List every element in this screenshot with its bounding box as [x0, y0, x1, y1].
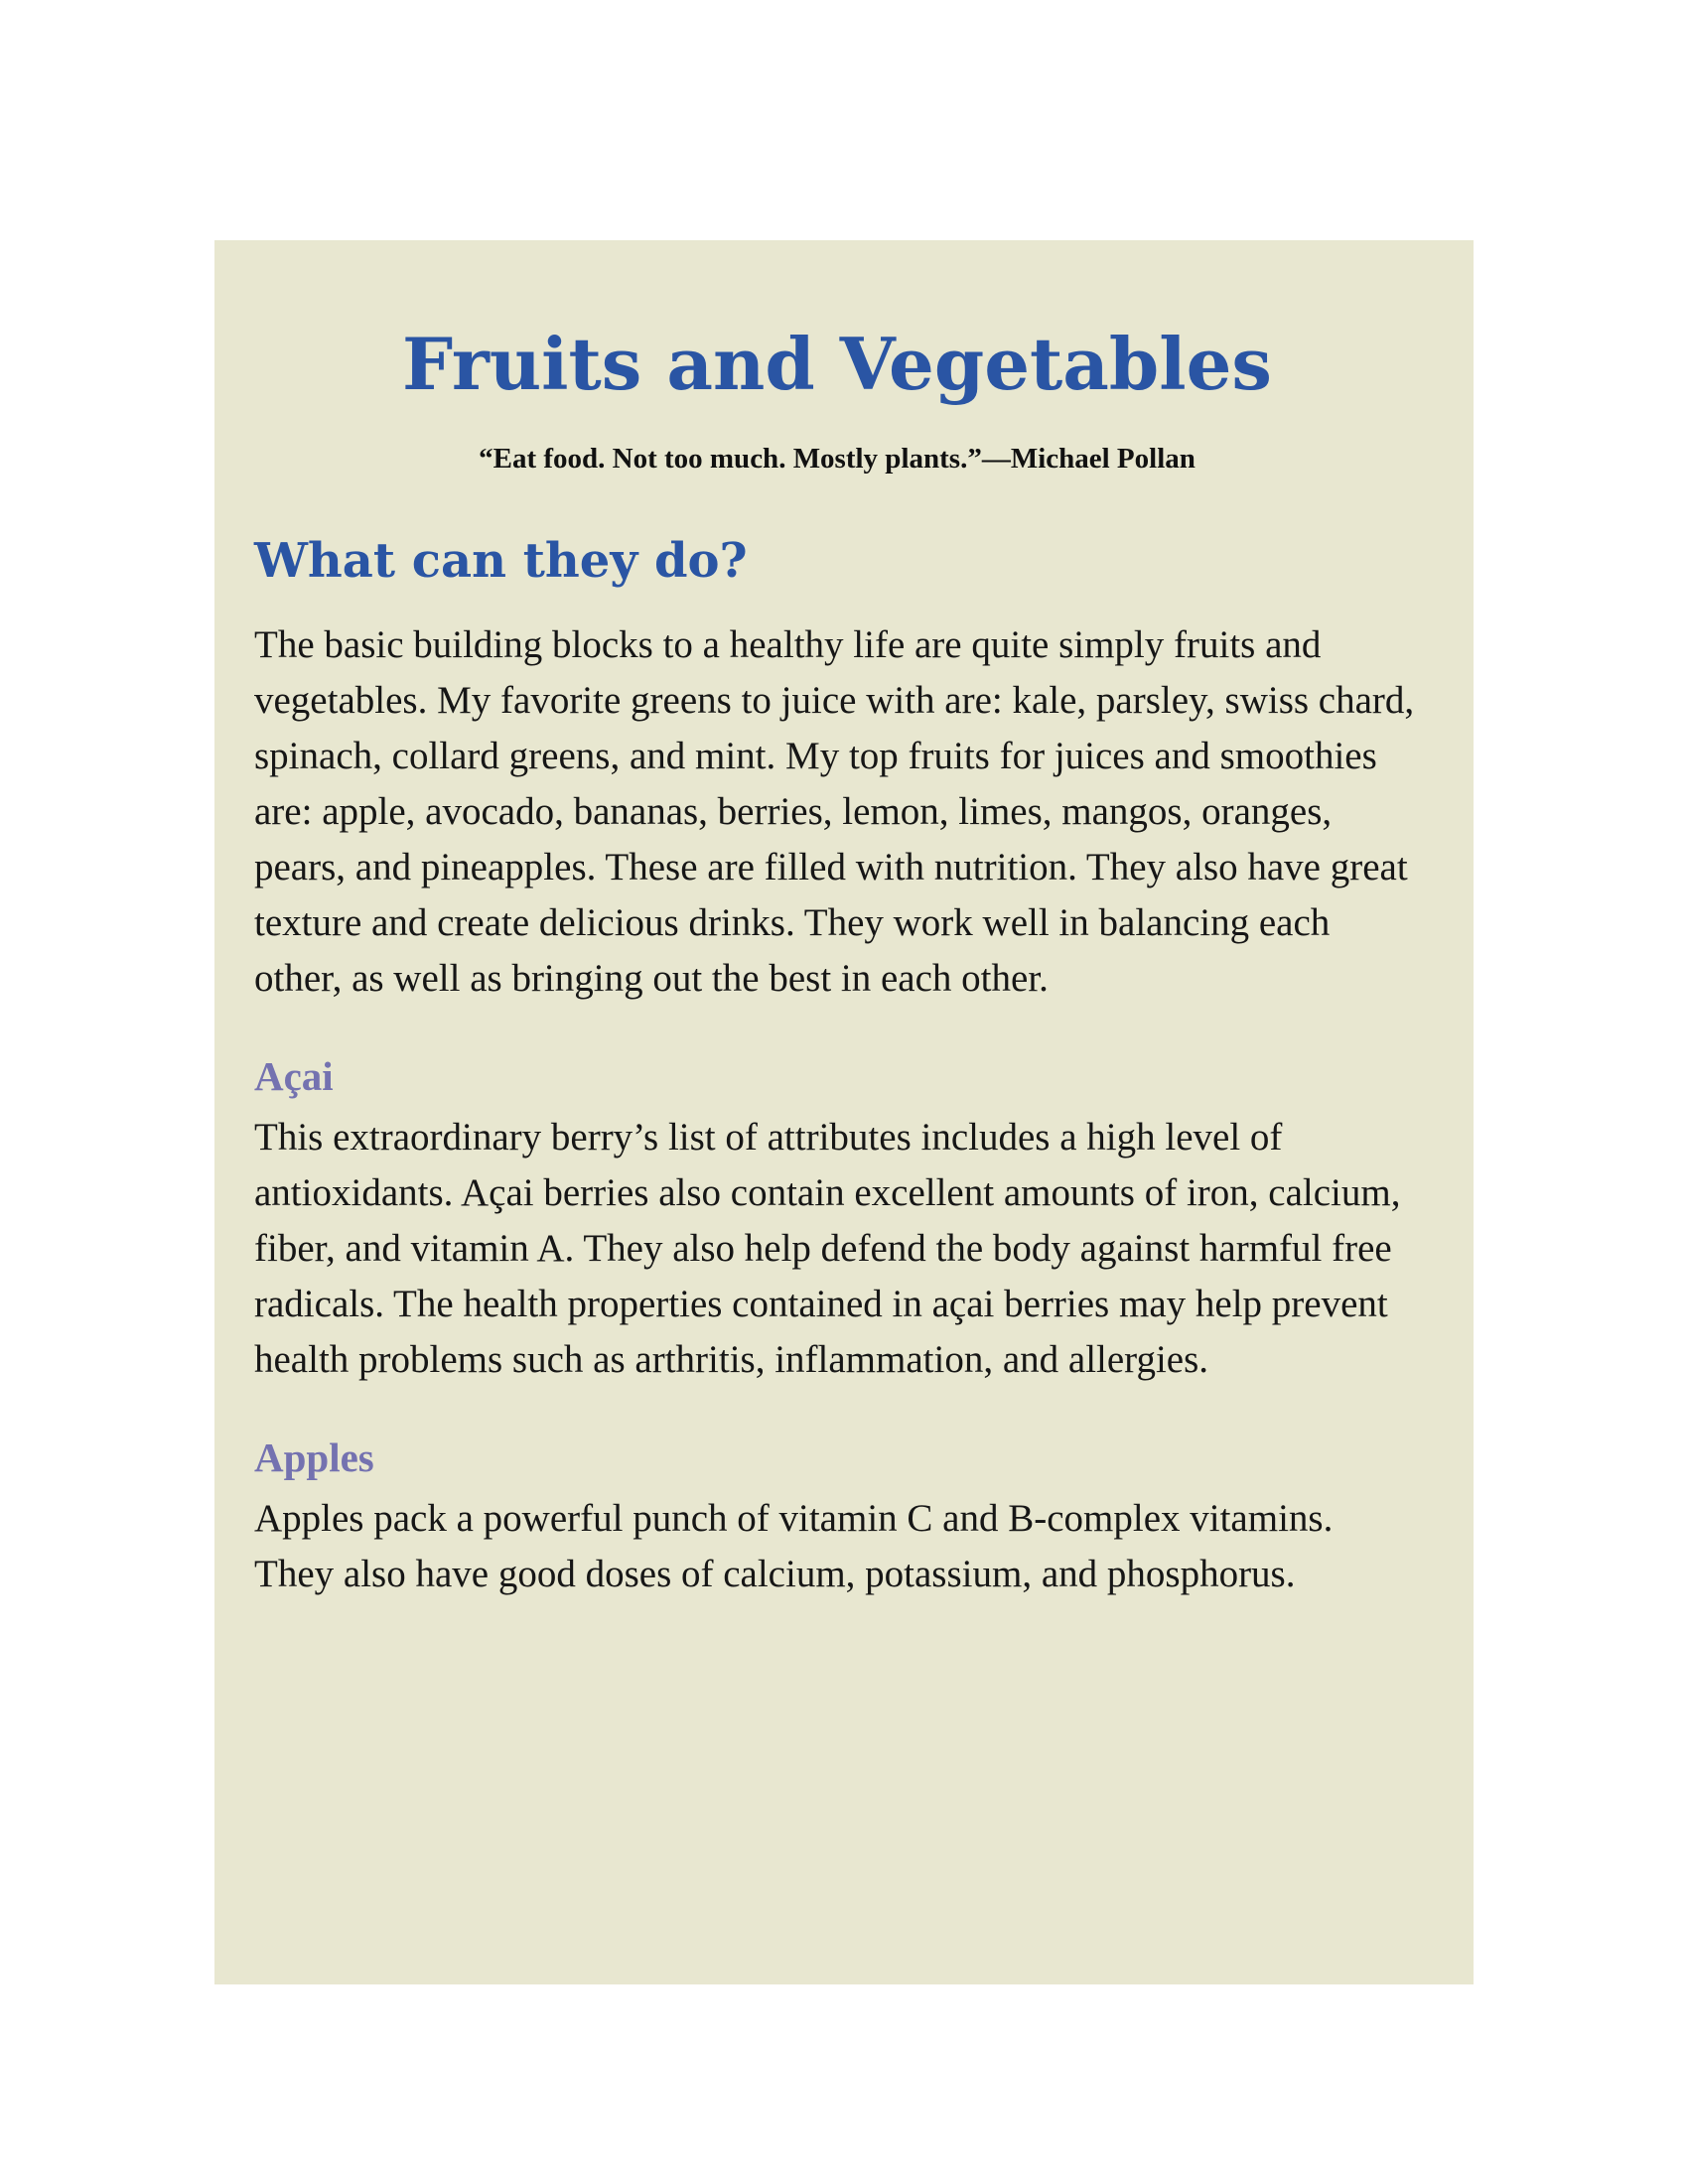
page-title: Fruits and Vegetables: [402, 322, 1272, 406]
item-heading-acai: Açai: [254, 1053, 334, 1099]
epigraph-quote: “Eat food. Not too much. Mostly plants.”—Michael Pollan: [479, 443, 1196, 475]
item-text-acai: This extraordinary berry’s list of attributes includes a high level of antioxidants. Açai berries also contain excellent amounts of iron, calcium, fiber, and vitamin A. They also help defend the body against harmful free radicals. The health properties contained in açai berries may help prevent health problems such as arthritis, inflammation, and allergies.: [254, 1116, 1401, 1381]
section-heading: What can they do?: [254, 533, 748, 589]
content-panel: [214, 240, 1474, 1984]
item-text-apples: Apples pack a powerful punch of vitamin C and B-complex vitamins. They also have good doses of calcium, potassium, and phosphorus.: [254, 1497, 1334, 1595]
item-heading-apples: Apples: [254, 1434, 374, 1480]
section-intro-paragraph: The basic building blocks to a healthy life are quite simply fruits and vegetables. My favorite greens to juice with are: kale, parsley, swiss chard, spinach, collard greens, and mint. My top fruits for juices and smoothies are: apple, avocado, bananas, berries, lemon, limes, mangos, oranges, pears, and pineapples. These are filled with nutrition. They also have great texture and create delicious drinks. They work well in balancing each other, as well as bringing out the best in each other.: [254, 623, 1415, 1000]
